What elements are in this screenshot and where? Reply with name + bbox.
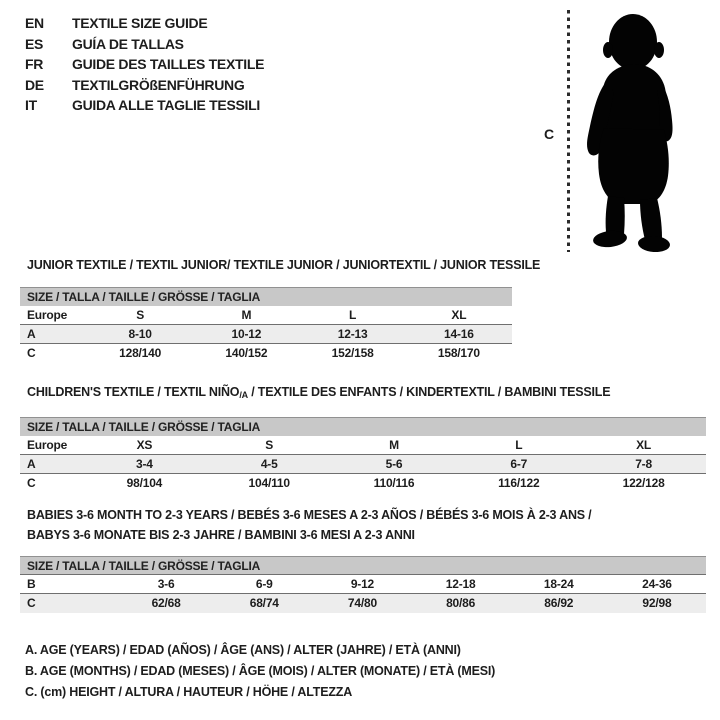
height-measure-dashed-line	[567, 10, 570, 252]
children-section-title	[27, 385, 610, 400]
cell: 152/158	[331, 346, 374, 360]
row-label: Europe	[27, 308, 68, 322]
cell: 74/80	[347, 596, 377, 610]
cell: 122/128	[622, 476, 665, 490]
junior-section-title: JUNIOR TEXTILE / TEXTIL JUNIOR/ TEXTILE JUNIOR / JUNIORTEXTIL / JUNIOR TESSILE	[27, 258, 541, 272]
cell: 128/140	[119, 346, 162, 360]
table-row	[20, 306, 512, 325]
language-title: TEXTILGRÖßENFÜHRUNG	[72, 76, 245, 93]
table-row	[20, 594, 706, 613]
language-code: IT	[25, 97, 37, 114]
language-title: GUÍA DE TALLAS	[72, 35, 184, 52]
language-title: GUIDE DES TAILLES TEXTILE	[72, 56, 265, 73]
row-label: C	[27, 346, 36, 360]
language-code: FR	[25, 56, 44, 73]
cell: 7-8	[635, 457, 652, 471]
cell: 24-36	[642, 577, 672, 591]
cell: 62/68	[151, 596, 181, 610]
cell: 14-16	[444, 327, 474, 341]
cell: 5-6	[385, 457, 403, 471]
children-title-text: / TEXTILE DES ENFANTS / KINDERTEXTIL / BAMBINI TESSILE	[247, 385, 611, 399]
cell: 110/116	[373, 476, 415, 490]
cell: 3-4	[136, 457, 153, 471]
babies-title-line2: BABYS 3-6 MONATE BIS 2-3 JAHRE / BAMBINI 3-6 MESI A 2-3 ANNI	[27, 528, 415, 542]
children-title-text: CHILDREN'S TEXTILE / TEXTIL NIÑO	[27, 385, 240, 399]
language-title: GUIDA ALLE TAGLIE TESSILI	[72, 97, 260, 114]
cell: 6-9	[255, 577, 273, 591]
row-label: A	[27, 457, 36, 471]
junior-size-table	[20, 287, 512, 363]
cell: S	[136, 308, 145, 322]
cell: 86/92	[544, 596, 574, 610]
table-row	[20, 474, 706, 493]
measurement-legend	[25, 640, 495, 703]
legend-line-a: A. AGE (YEARS) / EDAD (AÑOS) / ÂGE (ANS) / ALTER (JAHRE) / ETÀ (ANNI)	[25, 643, 461, 657]
language-row-de	[25, 75, 264, 96]
cell: 140/152	[225, 346, 268, 360]
cell: 10-12	[231, 327, 262, 341]
cell: L	[515, 438, 523, 452]
table-row	[20, 455, 706, 474]
row-label: A	[27, 327, 36, 341]
cell: 3-6	[157, 577, 175, 591]
height-measure-label: C	[544, 126, 555, 142]
cell: 8-10	[128, 327, 152, 341]
cell: 12-13	[337, 327, 368, 341]
toddler-silhouette	[580, 8, 700, 253]
cell: 4-5	[260, 457, 278, 471]
table-row	[20, 325, 512, 344]
cell: 158/170	[437, 346, 480, 360]
language-code: ES	[25, 35, 44, 52]
cell: 68/74	[249, 596, 279, 610]
cell: 6-7	[510, 457, 528, 471]
language-title: TEXTILE SIZE GUIDE	[72, 15, 208, 32]
cell: 104/110	[248, 476, 290, 490]
children-title-sub: /A	[239, 390, 248, 400]
cell: 80/86	[446, 596, 476, 610]
cell: L	[349, 308, 357, 322]
cell: M	[241, 308, 252, 322]
cell: M	[389, 438, 399, 452]
cell: S	[265, 438, 274, 452]
cell: 92/98	[642, 596, 672, 610]
row-label: B	[27, 577, 36, 591]
cell: XS	[136, 438, 153, 452]
cell: 98/104	[126, 476, 163, 490]
table-header: SIZE / TALLA / TAILLE / GRÖSSE / TAGLIA	[20, 417, 706, 436]
language-row-en	[25, 13, 264, 34]
children-size-table	[20, 417, 706, 493]
table-header: SIZE / TALLA / TAILLE / GRÖSSE / TAGLIA	[20, 287, 512, 306]
cell: 116/122	[498, 476, 540, 490]
cell: XL	[451, 308, 467, 322]
row-label: C	[27, 476, 36, 490]
row-label: Europe	[27, 438, 68, 452]
cell: 9-12	[350, 577, 375, 591]
language-list	[25, 13, 264, 116]
cell: XL	[636, 438, 652, 452]
babies-title-line1: BABIES 3-6 MONTH TO 2-3 YEARS / BEBÉS 3-6 MESES A 2-3 AÑOS / BÉBÉS 3-6 MOIS À 2-3 ANS /	[27, 508, 592, 522]
cell: 18-24	[543, 577, 574, 591]
language-row-fr	[25, 54, 264, 75]
row-label: C	[27, 596, 36, 610]
language-code: EN	[25, 15, 44, 32]
language-row-it	[25, 95, 264, 116]
table-row	[20, 436, 706, 455]
legend-line-b: B. AGE (MONTHS) / EDAD (MESES) / ÂGE (MOIS) / ALTER (MONATE) / ETÀ (MESI)	[25, 664, 496, 678]
language-code: DE	[25, 76, 44, 93]
language-row-es	[25, 34, 264, 55]
table-header: SIZE / TALLA / TAILLE / GRÖSSE / TAGLIA	[20, 556, 706, 575]
babies-section-title	[27, 505, 647, 545]
cell: 12-18	[445, 577, 476, 591]
babies-size-table	[20, 556, 706, 613]
table-row	[20, 344, 512, 363]
legend-line-c: C. (cm) HEIGHT / ALTURA / HAUTEUR / HÖHE / ALTEZZA	[25, 685, 353, 699]
table-row	[20, 575, 706, 594]
